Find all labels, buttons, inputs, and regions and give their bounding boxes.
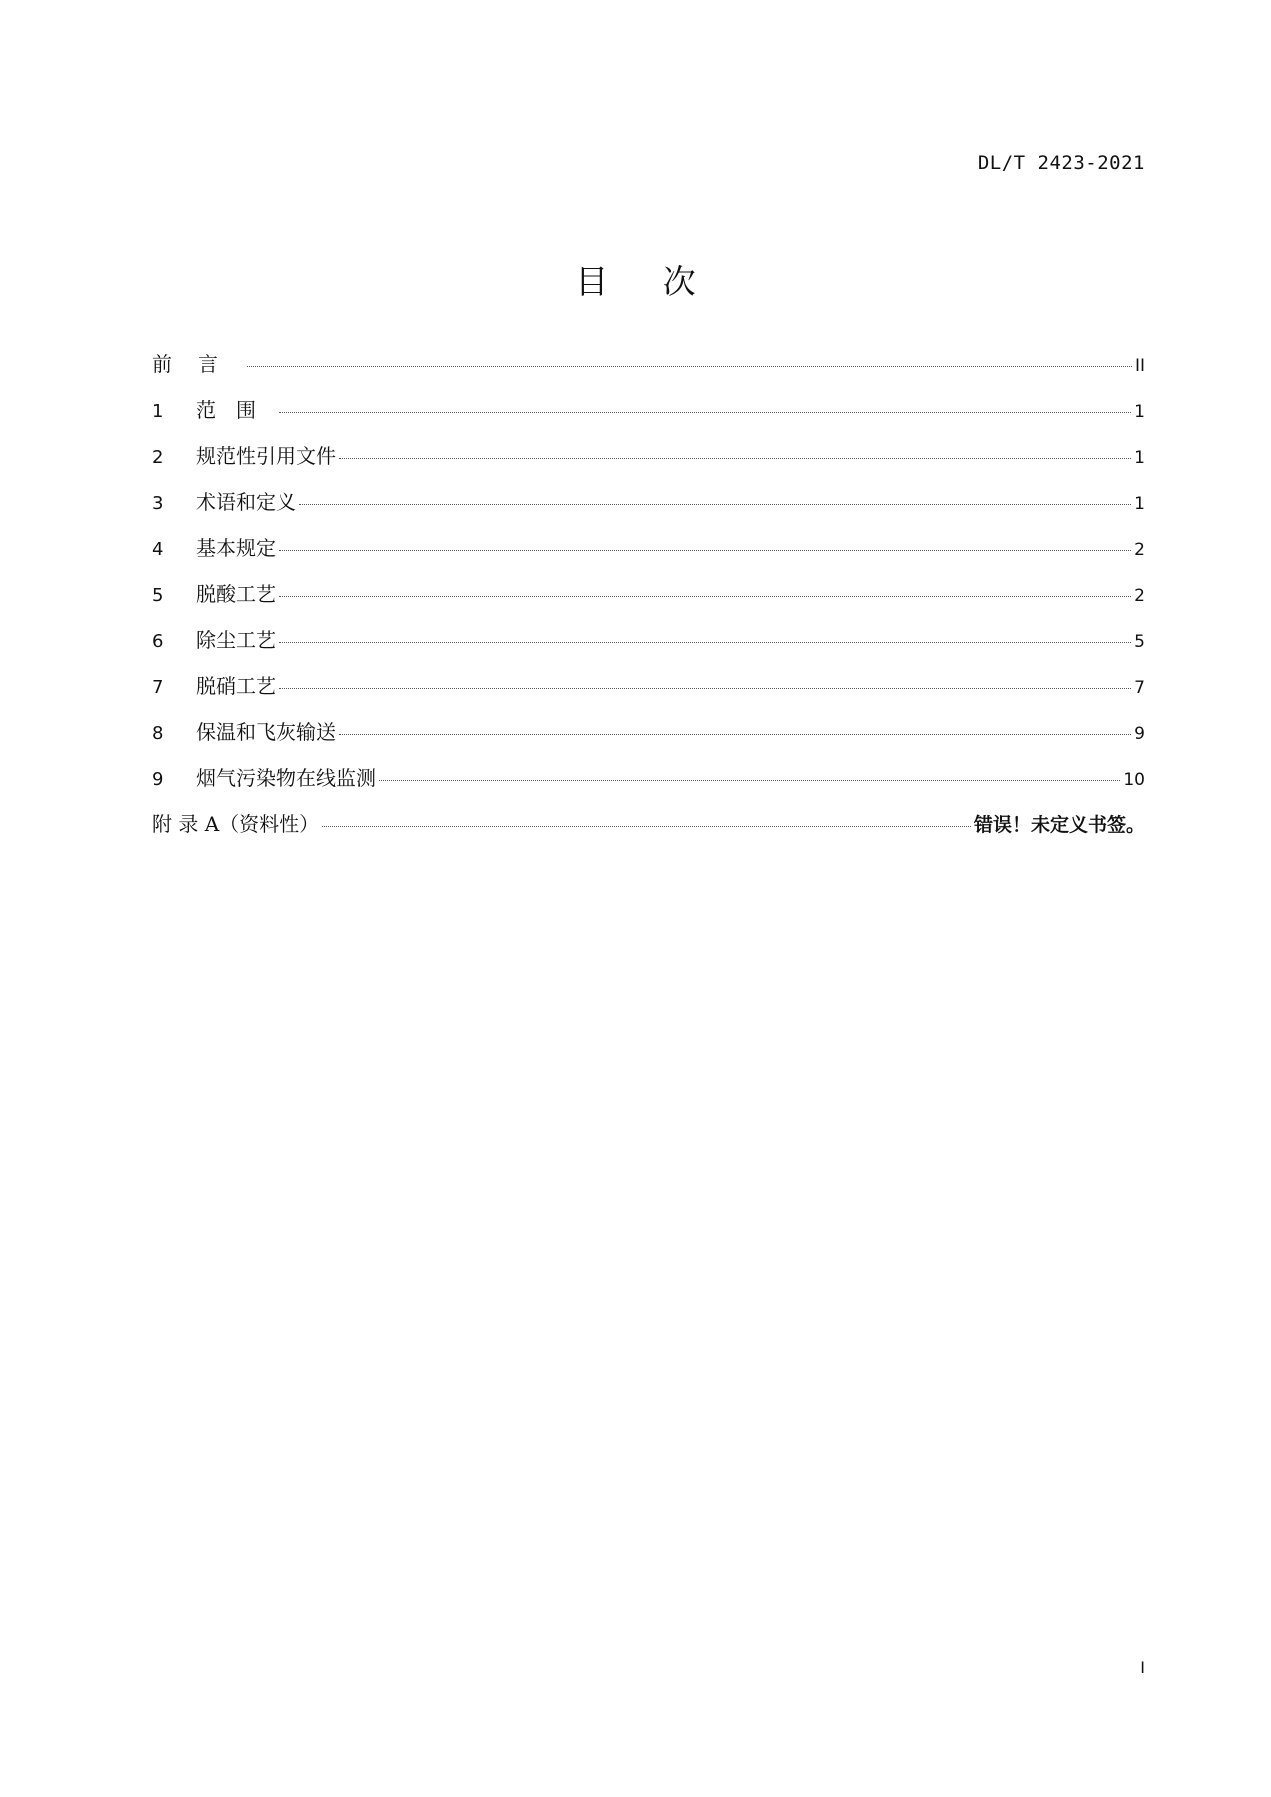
toc-entry-number: 6 [152, 631, 164, 652]
toc-leader-dots [279, 596, 1131, 597]
toc-entry-basic-provisions[interactable] [152, 532, 1145, 578]
toc-entry-online-monitoring[interactable] [152, 762, 1145, 808]
document-code: DL/T 2423-2021 [977, 152, 1145, 174]
table-of-contents [152, 348, 1145, 854]
toc-entry-page-error: 错误！未定义书签。 [973, 814, 1145, 836]
toc-entry-label: 术语和定义 [196, 490, 296, 514]
toc-leader-dots [279, 412, 1131, 413]
toc-entry-foreword[interactable] [152, 348, 1145, 394]
toc-entry-number: 1 [152, 401, 164, 422]
toc-entry-appendix-a[interactable] [152, 808, 1145, 854]
toc-entry-page: 2 [1134, 540, 1145, 560]
toc-leader-dots [339, 458, 1131, 459]
toc-entry-normative-references[interactable] [152, 440, 1145, 486]
toc-entry-denitrification[interactable] [152, 670, 1145, 716]
toc-entry-label: 附 录 A（资料性） [152, 812, 320, 836]
toc-entry-number: 7 [152, 677, 164, 698]
toc-entry-page: 1 [1134, 494, 1145, 514]
toc-leader-dots [322, 826, 971, 827]
toc-title: 目 次 [575, 262, 718, 301]
toc-entry-scope[interactable] [152, 394, 1145, 440]
toc-entry-label: 除尘工艺 [196, 628, 276, 652]
toc-entry-page: 9 [1134, 724, 1145, 744]
toc-leader-dots [339, 734, 1131, 735]
toc-entry-insulation-fly-ash[interactable] [152, 716, 1145, 762]
toc-entry-label: 范围 [196, 398, 276, 422]
toc-entry-page: 5 [1134, 632, 1145, 652]
toc-entry-label: 基本规定 [196, 536, 276, 560]
toc-entry-number: 2 [152, 447, 164, 468]
toc-entry-label: 保温和飞灰输送 [196, 720, 336, 744]
toc-entry-dust-removal[interactable] [152, 624, 1145, 670]
toc-entry-page: 1 [1134, 402, 1145, 422]
toc-entry-page: 10 [1123, 770, 1145, 790]
toc-entry-label: 烟气污染物在线监测 [196, 766, 376, 790]
toc-entry-number: 9 [152, 769, 164, 790]
toc-leader-dots [247, 366, 1132, 367]
toc-leader-dots [279, 642, 1131, 643]
toc-leader-dots [379, 780, 1120, 781]
toc-entry-page: 1 [1134, 448, 1145, 468]
toc-entry-number: 5 [152, 585, 164, 606]
toc-leader-dots [279, 550, 1131, 551]
toc-entry-deacidification[interactable] [152, 578, 1145, 624]
toc-entry-page: 7 [1134, 678, 1145, 698]
page-number: I [1140, 1658, 1145, 1677]
toc-entry-label: 脱硝工艺 [196, 674, 276, 698]
toc-entry-page: 2 [1134, 586, 1145, 606]
toc-entry-number: 4 [152, 539, 164, 560]
toc-entry-label: 脱酸工艺 [196, 582, 276, 606]
toc-leader-dots [279, 688, 1131, 689]
toc-entry-page: II [1134, 356, 1145, 376]
toc-entry-label: 前言 [152, 352, 244, 376]
toc-entry-number: 3 [152, 493, 164, 514]
toc-entry-number: 8 [152, 723, 164, 744]
toc-entry-label: 规范性引用文件 [196, 444, 336, 468]
toc-leader-dots [299, 504, 1131, 505]
toc-entry-terms-definitions[interactable] [152, 486, 1145, 532]
